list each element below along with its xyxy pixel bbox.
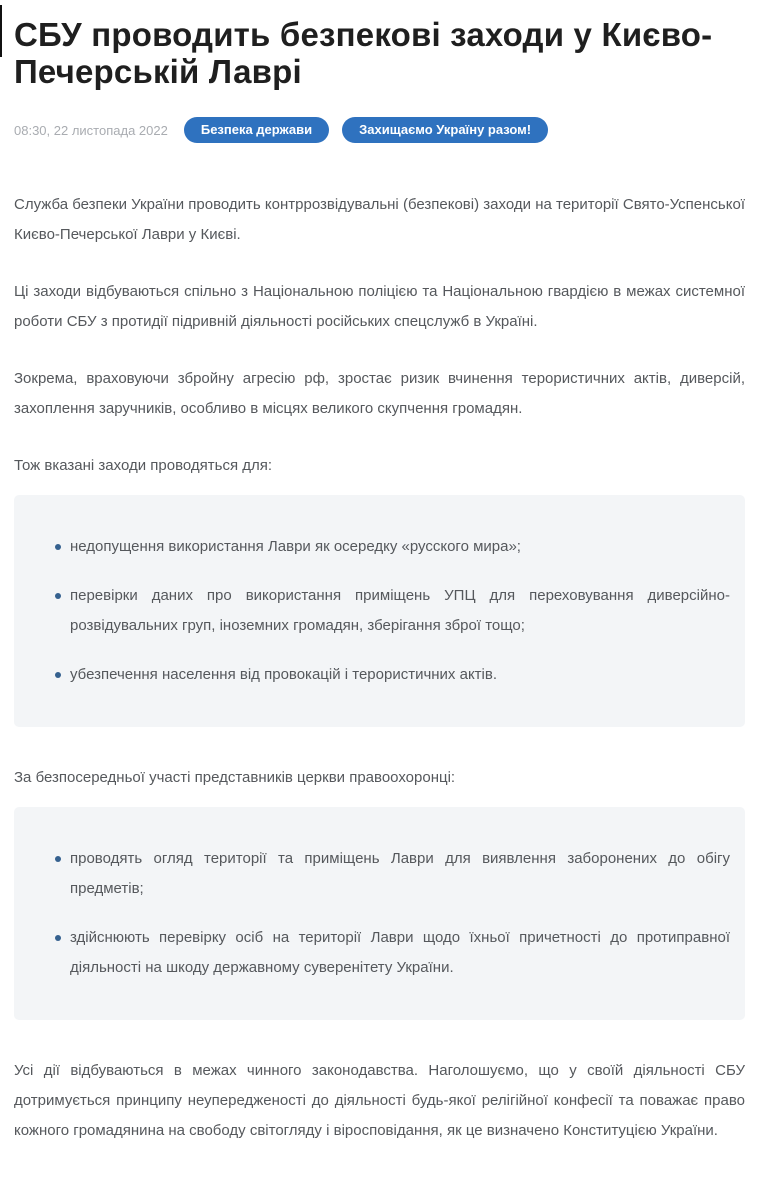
page-title: СБУ проводить безпекові заходи у Києво-Печерській Лаврі bbox=[14, 16, 713, 90]
list-item-text: недопущення використання Лаври як осередку «русского мира»; bbox=[70, 538, 521, 555]
bullet-icon bbox=[55, 935, 61, 941]
bullet-icon bbox=[55, 856, 61, 862]
list-item-text: перевірки даних про використання приміщень УПЦ для переховування диверсійно-розвідувальних груп, іноземних громадян, зберігання зброї тощо; bbox=[70, 587, 730, 634]
paragraph-legal-note: Усі дії відбуваються в межах чинного законодавства. Наголошуємо, що у своїй діяльності СБУ дотримується принципу неупередженості до діяльності будь-якої релігійної конфесії та поважає право кожного громадянина на свободу світогляду і віросповідання, як це визначено Конституцією України. bbox=[14, 1062, 745, 1139]
list-item-text: проводять огляд території та приміщень Лаври для виявлення заборонених до обігу предметів; bbox=[70, 850, 730, 897]
list-item bbox=[55, 532, 730, 562]
tag-badge-state-security[interactable]: Безпека держави bbox=[184, 117, 329, 143]
bullet-icon bbox=[55, 544, 61, 550]
measures-list bbox=[55, 532, 730, 690]
paragraph-lead-measures: Тож вказані заходи проводяться для: bbox=[14, 457, 273, 474]
tag-badge-defend-ukraine[interactable]: Захищаємо Україну разом! bbox=[342, 117, 548, 143]
left-edge-mark bbox=[0, 5, 2, 57]
article-meta-row bbox=[14, 117, 745, 143]
article-date: 08:30, 22 листопада 2022 bbox=[14, 122, 168, 138]
info-box-actions bbox=[14, 807, 745, 1020]
paragraph-lead-clergy: За безпосередньої участі представників церкви правоохоронці: bbox=[14, 769, 456, 786]
paragraph-joint-operation: Ці заходи відбуваються спільно з Національною поліцією та Національною гвардією в межах системної роботи СБУ з протидії підривній діяльності російських спецслужб в Україні. bbox=[14, 283, 745, 330]
info-box-measures bbox=[14, 495, 745, 727]
article-body bbox=[14, 190, 745, 1146]
actions-list bbox=[55, 844, 730, 983]
list-item-text: убезпечення населення від провокацій і терористичних актів. bbox=[70, 666, 498, 683]
paragraph-risk: Зокрема, враховуючи збройну агресію рф, зростає ризик вчинення терористичних актів, диверсій, захоплення заручників, особливо в місцях великого скупчення громадян. bbox=[14, 370, 745, 417]
bullet-icon bbox=[55, 593, 61, 599]
list-item-text: здійснюють перевірку осіб на території Лаври щодо їхньої причетності до протиправної діяльності на шкоду державному суверенітету України. bbox=[70, 929, 730, 976]
bullet-icon bbox=[55, 672, 61, 678]
paragraph-intro: Служба безпеки України проводить контррозвідувальні (безпекові) заходи на території Свято-Успенської Києво-Печерської Лаври у Києві. bbox=[14, 196, 745, 243]
list-item bbox=[55, 923, 730, 983]
list-item bbox=[55, 660, 730, 690]
list-item bbox=[55, 844, 730, 904]
list-item bbox=[55, 581, 730, 641]
